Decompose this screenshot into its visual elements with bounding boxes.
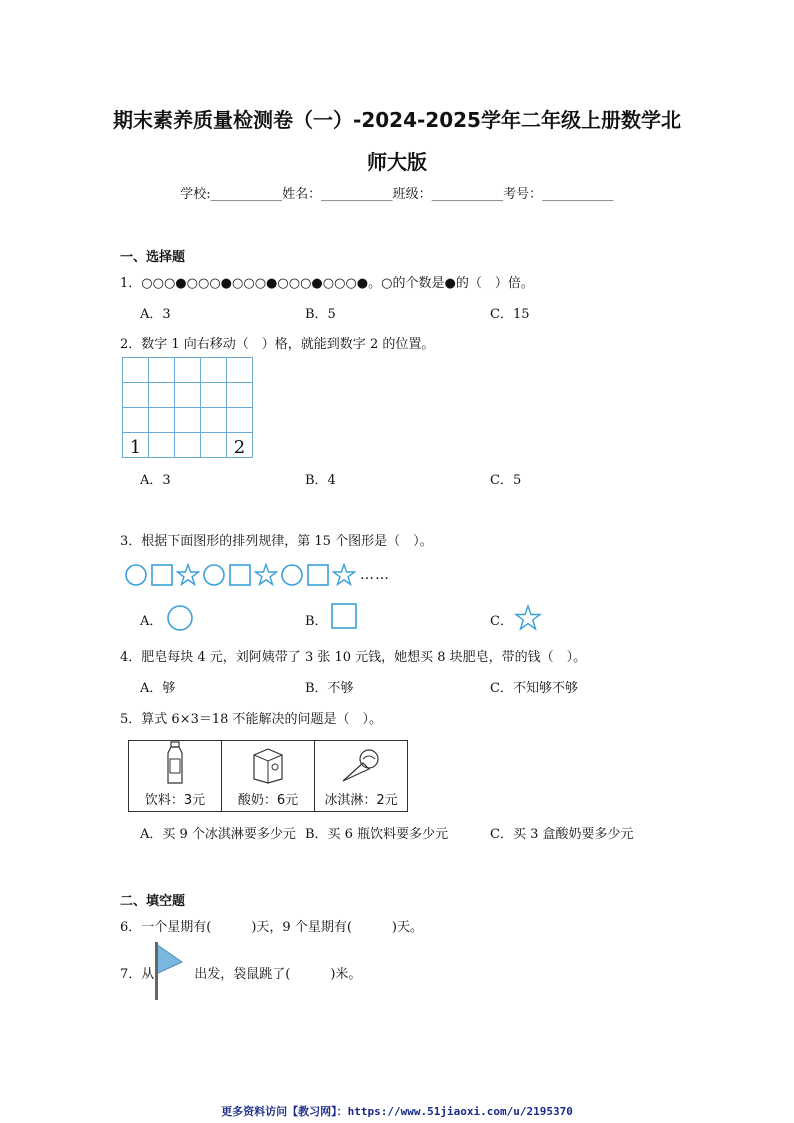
drink-price-label: 饮料：3元 — [144, 793, 206, 808]
q4-option-c: C．不知够不够 — [490, 681, 578, 696]
q3-option-b-square-icon — [330, 602, 358, 630]
question-1-text: 1．○○○●○○○●○○○●○○○●○○○●。○的个数是●的（ ）倍。 — [120, 276, 534, 291]
square-shape-icon — [228, 563, 252, 587]
q7-part1: 7．从 — [120, 967, 155, 982]
q7-part3: )米。 — [330, 967, 362, 982]
yogurt-box-icon — [248, 745, 288, 785]
student-info-line: 学校:___________姓名：___________班级：___________考号：___________ — [180, 187, 614, 202]
q2-option-a: A．3 — [140, 473, 171, 488]
q6-part1: 6．一个星期有( — [120, 920, 212, 935]
page-title-line1: 期末素养质量检测卷（一）-2024-2025学年二年级上册数学北 — [113, 108, 681, 132]
question-3-text: 3．根据下面图形的排列规律，第 15 个图形是（ ）。 — [120, 534, 433, 549]
start-flag-icon — [150, 940, 186, 1002]
question-6-text — [120, 916, 423, 935]
yogurt-price-label: 酸奶：6元 — [237, 793, 299, 808]
circle-shape-icon — [202, 563, 226, 587]
square-shape-icon — [306, 563, 330, 587]
q4-option-b: B．不够 — [305, 681, 354, 696]
circle-shape-icon — [280, 563, 304, 587]
q6-part3: )天。 — [391, 920, 423, 935]
grid-number-2: 2 — [227, 433, 253, 458]
number-grid — [122, 357, 253, 458]
question-5-text: 5．算式 6×3＝18 不能解决的问题是（ ）。 — [120, 712, 383, 727]
q4-option-a: A．够 — [140, 681, 176, 696]
yogurt-cell — [222, 741, 315, 812]
shape-pattern — [124, 563, 390, 587]
q3-option-c: C． — [490, 614, 513, 629]
q1-option-a: A．3 — [140, 307, 171, 322]
page-title-line2: 师大版 — [367, 150, 427, 174]
drink-bottle-icon — [160, 741, 190, 785]
pattern-continuation-dots: …… — [360, 567, 390, 583]
star-shape-icon — [332, 563, 356, 587]
section-choice-heading: 一、选择题 — [120, 250, 186, 265]
q5-option-c: C．买 3 盒酸奶要多少元 — [490, 827, 634, 842]
q5-option-b: B．买 6 瓶饮料要多少元 — [305, 827, 449, 842]
drink-cell — [129, 741, 222, 812]
price-table — [128, 740, 408, 812]
question-4-text: 4．肥皂每块 4 元，刘阿姨带了 3 张 10 元钱，她想买 8 块肥皂，带的钱（ ）。 — [120, 650, 587, 665]
q1-option-b: B．5 — [305, 307, 336, 322]
icecream-cell — [315, 741, 408, 812]
q3-option-a: A． — [140, 614, 163, 629]
section-fill-heading: 二、填空题 — [120, 894, 186, 909]
q6-part2: )天，9 个星期有( — [251, 920, 352, 935]
square-shape-icon — [150, 563, 174, 587]
q1-option-c: C．15 — [490, 307, 530, 322]
q2-option-b: B．4 — [305, 473, 336, 488]
circle-shape-icon — [124, 563, 148, 587]
grid-number-1: 1 — [123, 433, 149, 458]
star-shape-icon — [254, 563, 278, 587]
star-shape-icon — [176, 563, 200, 587]
icecream-price-label: 冰淇淋：2元 — [324, 793, 398, 808]
question-2-text: 2．数字 1 向右移动（ ）格，就能到数字 2 的位置。 — [120, 337, 435, 352]
q5-option-a: A．买 9 个冰淇淋要多少元 — [140, 827, 296, 842]
q2-option-c: C．5 — [490, 473, 522, 488]
q3-option-a-circle-icon — [166, 604, 194, 632]
q3-option-b: B． — [305, 614, 328, 629]
q7-part2: 出发，袋鼠跳了( — [194, 967, 291, 982]
ice-cream-icon — [339, 745, 383, 785]
q3-option-c-star-icon — [514, 604, 542, 632]
footer-link[interactable]: 更多资料访问【教习网】：https://www.51jiaoxi.com/u/2195370 — [221, 1105, 573, 1118]
